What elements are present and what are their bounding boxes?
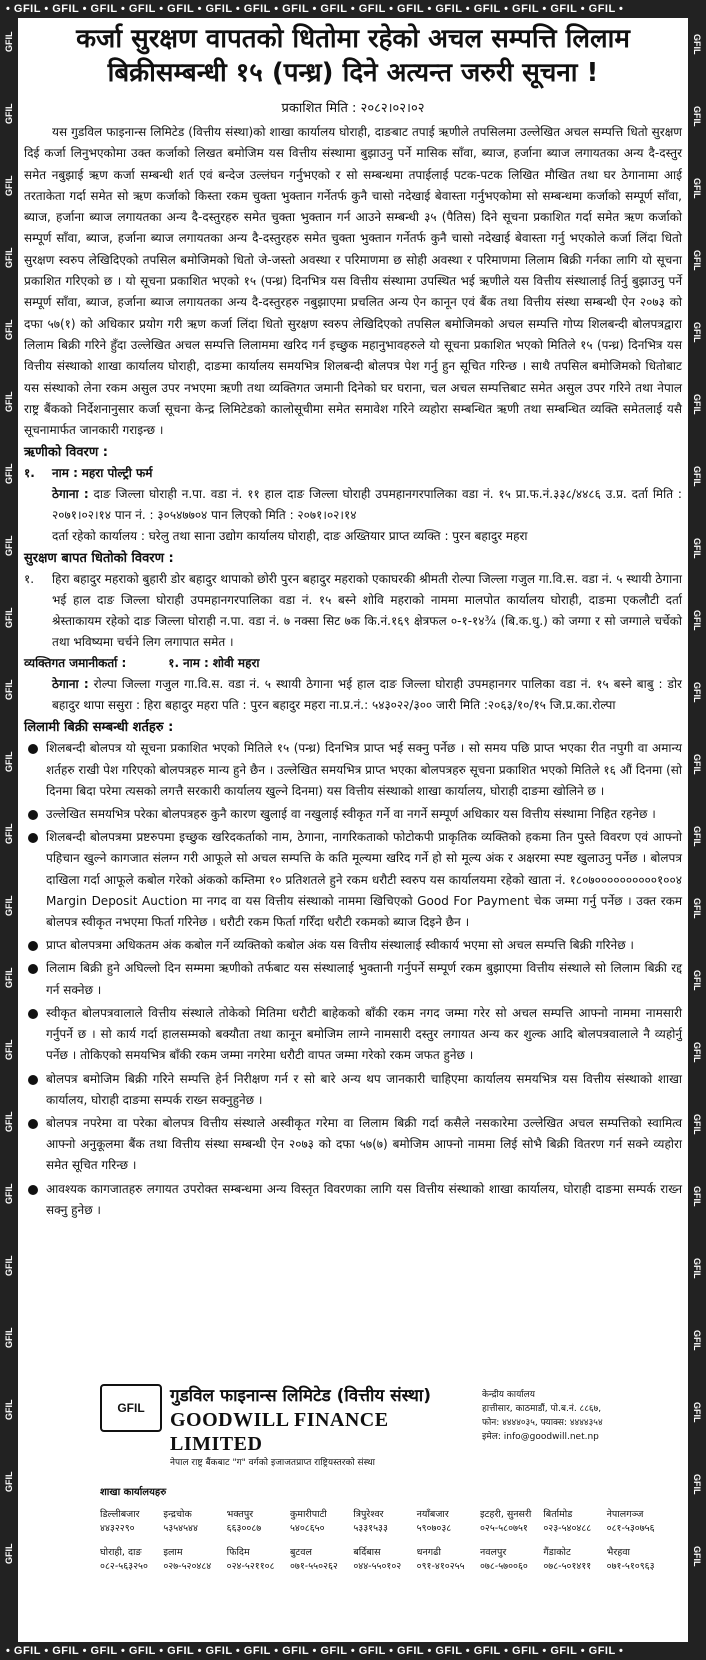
collateral-text: हिरा बहादुर महराको बुहारी डोर बहादुर थापाको छोरी पुरन बहादुर महराको एकाघरकी श्रीमती रोल्पा जिल्ला गजुल गा.वि.स. वडा नं. ५ स्थायी ठेगाना भई हाल दाङ जिल्ला घोराही उपमहानगरपालिका वडा नं. १५ बस्ने शोवि महराको नाममा मालपोत कार्यालय घोराही, दाङमा एकलौटी दर्ता श्रेस्ताकायम रहेको दाङ जिल्ला घोराही न.पा. वडा नं. ७ नक्सा सिट ७क कि.नं.१६९ क्षेत्रफल ०-१-१४¾ (बि.क.धु.) को जग्गा र सो जग्गाले चर्चेको तथा भविष्यमा चर्चने लिग लगापात समेत । [52, 572, 682, 650]
borrower-address-row [24, 484, 682, 526]
branch-entry [100, 1546, 163, 1574]
branch-phone: ०२४-५२११०८ [226, 1561, 275, 1572]
guarantor-name-row [24, 653, 682, 674]
branch-entry [480, 1508, 543, 1536]
border-label: GFIL [4, 895, 14, 916]
conditions-list [24, 738, 682, 1220]
border-label: GFIL [692, 538, 702, 559]
branch-phone: ०२७-५२०४८४ [163, 1561, 212, 1572]
border-label: GFIL [692, 1546, 702, 1567]
conditions-heading: लिलामी बिक्री सम्बन्धी शर्तहरु : [24, 720, 174, 736]
guarantor-num: १. [168, 656, 180, 671]
branch-phone: ०९१-४१०२५५ [416, 1561, 465, 1572]
branch-name: इलाम [163, 1547, 183, 1558]
border-label: GFIL [4, 1183, 14, 1204]
border-label: GFIL [4, 751, 14, 772]
border-label: GFIL [692, 1330, 702, 1351]
border-label: GFIL [692, 610, 702, 631]
branch-name: धनगढी [416, 1547, 441, 1558]
branch-phone: ०७१-५१०९६३ [606, 1561, 655, 1572]
guarantor-address: रोल्पा जिल्ला गजुल गा.वि.स. वडा नं. ५ स्थायी ठेगाना भई हाल दाङ जिल्ला घोराही उपमहानगर पालिका वडा नं. १५ बस्ने बाबु : डोर बहादुर थापा ससुरा : हिरा बहादुर महरा पति : पुरन बहादुर महरा ना.प्र.नं.: ५४३०२२/३०० जारी मिति :२०६३/१०/१५ जि.प्र.का.रोल्पा [52, 677, 682, 713]
condition-item: स्वीकृत बोलपत्रवालाले वित्तीय संस्थाले तोकेको मितिमा धरौटी बाहेकको बाँकी रकम नगद जम्मा गरेर सो अचल सम्पत्ति आफ्नो नाममा नामसारी गर्नुपर्ने छ । सो कार्य गर्दा हालसम्मको बक्यौता तथा कानून बमोजिम लाग्ने नामसारी दस्तुर लगायत अन्य कर शुल्क आदि बोलपत्रवालाले नै व्यहोर्नु पर्नेछ । तोकिएको समयभित्र बाँकी रकम जम्मा नगरेमा धरौटी वापत जम्मा गरेको रकम जफत हुनेछ । [24, 1003, 682, 1067]
borrower-address: दाङ जिल्ला घोराही न.पा. वडा नं. ११ हाल दाङ जिल्ला घोराही उपमहानगरपालिका वडा नं. १५ प्रा.फ.नं.३३८/४४८६ उ.प्र. दर्ता मिति : २०७१।०२।१४ पान नं. : ३०५४७७०४ पान लिएको मिति : २०७१।०२।१४ [52, 487, 682, 523]
condition-item: प्राप्त बोलपत्रमा अधिकतम अंक कबोल गर्ने व्यक्तिको कबोल अंक यस वित्तीय संस्थालाई स्वीकार्य भएमा सो अचल सम्पत्ति बिक्री गरिनेछ । [24, 935, 682, 956]
guarantor-name: शोवी महरा [212, 656, 260, 671]
borrower-heading: ऋणीको विवरण : [24, 445, 108, 461]
branch-phone: ५९०७०३८ [416, 1523, 452, 1534]
borrower-name-label: नाम : [52, 466, 78, 481]
border-right-band [688, 18, 706, 1642]
branch-phone: ०२५-५८०७५१ [479, 1523, 528, 1534]
hq-email: इमेल: info@goodwill.net.np [482, 1432, 599, 1442]
branch-phone: ०७८-५०१४११ [543, 1561, 592, 1572]
branch-phone: ६६३००८७ [226, 1523, 262, 1534]
branch-phone: ०२३-५४०४८८ [543, 1523, 592, 1534]
border-label: GFIL [4, 1255, 14, 1276]
branch-entry [100, 1508, 163, 1536]
published-date: प्रकाशित मिति : २०८२।०२।०२ [281, 101, 425, 116]
branch-name: भक्तपुर [226, 1509, 254, 1520]
border-label: GFIL [692, 1186, 702, 1207]
border-label: GFIL [4, 31, 14, 52]
border-label: GFIL [692, 970, 702, 991]
branch-entry [607, 1546, 670, 1574]
borrower-name: महरा पोल्ट्री फर्म [81, 466, 153, 481]
border-label: GFIL [692, 1474, 702, 1495]
border-label: GFIL [692, 1258, 702, 1279]
condition-item: लिलाम बिक्री हुने अघिल्लो दिन सम्ममा ऋणीको तर्फबाट यस संस्थालाई भुक्तानी गर्नुपर्ने सम्पूर्ण रकम बुझाएमा वित्तीय संस्थाले सो लिलाम बिक्री रद्द गर्न सक्नेछ । [24, 958, 682, 1000]
branch-entry [290, 1546, 353, 1574]
border-label: GFIL [4, 823, 14, 844]
border-label: GFIL [692, 754, 702, 775]
border-label: GFIL [692, 682, 702, 703]
branch-name: बुटवल [289, 1547, 312, 1558]
branch-heading: शाखा कार्यालयहरु [100, 1487, 167, 1498]
border-bottom-band: • GFIL • GFIL • GFIL • GFIL • GFIL • GFIL • GFIL • GFIL • GFIL • GFIL • GFIL • GFIL • GFIL • GFIL • GFIL • GFIL • [0, 1642, 706, 1660]
border-label: GFIL [4, 535, 14, 556]
company-header [24, 1384, 682, 1470]
branch-phone: ०४४-५५०१०२ [353, 1561, 402, 1572]
collateral-heading: सुरक्षण बापत धितोको विवरण : [24, 551, 174, 567]
company-name-np: गुडविल फाइनान्स लिमिटेड (वित्तीय संस्था) [170, 1386, 431, 1406]
head-office-info [482, 1384, 603, 1444]
company-names [170, 1384, 460, 1470]
branch-name: डिल्लीबजार [100, 1509, 140, 1520]
title-line-2: बिक्रीसम्बन्धी १५ (पन्ध्र) दिने अत्यन्त जरुरी सूचना ! [107, 58, 599, 88]
border-label: GFIL [692, 34, 702, 55]
branch-phone: ५४०८६५० [289, 1523, 325, 1534]
company-name-en: GOODWILL FINANCE LIMITED [170, 1409, 389, 1455]
border-label: GFIL [4, 1543, 14, 1564]
branch-name: भैरहवा [606, 1547, 631, 1558]
border-label: GFIL [692, 826, 702, 847]
branch-name: नवलपुर [479, 1547, 507, 1558]
border-left-band [0, 18, 18, 1642]
branch-phone: ४४३२२९० [100, 1523, 135, 1534]
border-label: GFIL [692, 898, 702, 919]
collateral-num: १. [24, 572, 35, 587]
branch-phone: ०७८-५७००६० [479, 1561, 528, 1572]
branch-phone: ०८२-५६३२५० [100, 1561, 148, 1572]
border-label: GFIL [4, 463, 14, 484]
guarantor-name-label: नाम : [182, 656, 209, 671]
border-label: GFIL [692, 322, 702, 343]
borrower-office: दर्ता रहेको कार्यालय : घरेलु तथा साना उद्योग कार्यालय घोराही, दाङ अख्तियार प्राप्त व्यक्ति : पुरन बहादुर महरा [52, 529, 528, 544]
branch-name: नेपालगञ्ज [606, 1509, 644, 1520]
branch-name: घोराही, दाङ [100, 1547, 142, 1558]
branch-entry [353, 1508, 416, 1536]
collateral-row [24, 569, 682, 653]
company-footer [24, 1384, 682, 1574]
borrower-address-label: ठेगाना : [52, 487, 89, 502]
branch-name: इन्द्रचोक [163, 1509, 192, 1520]
border-label: GFIL [692, 106, 702, 127]
guarantor-address-label: ठेगाना : [52, 677, 89, 692]
branch-entry [227, 1508, 290, 1536]
branch-entry [417, 1546, 480, 1574]
condition-item: उल्लेखित समयभित्र परेका बोलपत्रहरु कुनै कारण खुलाई वा नखुलाई स्वीकृत गर्ने वा नगर्ने सम्पूर्ण अधिकार यस वित्तीय संस्थामा निहित रहनेछ । [24, 804, 682, 825]
title-line-1: कर्जा सुरक्षण वापतको धितोमा रहेको अचल सम्पत्ति लिलाम [76, 24, 630, 54]
branch-phone: ५३५४५४४ [163, 1523, 198, 1534]
branch-name: त्रिपुरेश्वर [353, 1509, 384, 1520]
border-label: GFIL [692, 178, 702, 199]
branch-entry [163, 1508, 226, 1536]
condition-item: शिलबन्दी बोलपत्रमा प्रष्टरुपमा इच्छुक खरिदकर्ताको नाम, ठेगाना, नागरिकताको फोटोकपी प्राकृतिक व्यक्तिको हकमा तिन पुस्ते विवरण एवं आफ्नो पहिचान खुल्ने कागजात संलग्न गरी आफूले सो अचल सम्पत्ति के कति मूल्यमा खरिद गर्ने हो सो मूल्य अंक र अक्षरमा स्पष्ट खुलाउनु पर्नेछ । बोलपत्र दाखिला गर्दा आफूले कबोल गरेको अंकको कम्तिमा १० प्रतिशतले हुने रकम धरौटी स्वरुप यस कार्यालयमा रहेको खाता नं. १८०७००००००००००१००४ Margin Deposit Auction मा नगद वा यस वित्तीय संस्थाको नाममा खिचिएको Good For Payment चेक जम्मा गर्नु पर्नेछ । उक्त रकम बोलपत्र स्वीकृत नभएमा फिर्ता गरिनेछ । धरौटी रकम फिर्ता गरिँदा धरौटी रकमको ब्याज दिइने छैन । [24, 827, 682, 933]
border-label: GFIL [4, 175, 14, 196]
branch-entry [543, 1508, 606, 1536]
branch-entry [417, 1508, 480, 1536]
hq-address: हात्तीसार, काठमाडौं, पो.ब.नं. ८८६७, [482, 1404, 602, 1414]
company-logo [100, 1384, 162, 1432]
branch-name: कुमारीपाटी [289, 1509, 327, 1520]
branch-grid [100, 1508, 670, 1574]
branch-phone: ५३३१५३३ [353, 1523, 388, 1534]
border-label: GFIL [692, 250, 702, 271]
borrower-name-row [24, 463, 682, 484]
border-label: GFIL [4, 391, 14, 412]
branch-entry [607, 1508, 670, 1536]
branch-name: फिदिम [226, 1547, 250, 1558]
branch-entry [353, 1546, 416, 1574]
border-label: GFIL [4, 679, 14, 700]
branch-entry [227, 1546, 290, 1574]
notice-content [24, 22, 682, 1638]
border-label: GFIL [692, 1402, 702, 1423]
hq-phone: फोन: ४४४४०३५, फ्याक्स: ४४४४३५४ [482, 1418, 603, 1428]
condition-item: आवश्यक कागजातहरु लगायत उपरोक्त सम्बन्धमा अन्य विस्तृत विवरणका लागि यस वित्तीय संस्थाको शाखा कार्यालय, घोराही दाङमा सम्पर्क राख्न सक्नु हुनेछ । [24, 1179, 682, 1221]
border-label: GFIL [4, 1327, 14, 1348]
branch-entry [480, 1546, 543, 1574]
company-tagline: नेपाल राष्ट्र बैंकबाट "ग" वर्गको इजाजतप्राप्त राष्ट्रियस्तरको संस्था [170, 1458, 376, 1468]
borrower-num: १. [24, 466, 35, 481]
border-label: GFIL [4, 1471, 14, 1492]
border-label: GFIL [4, 247, 14, 268]
branch-name: बर्दिबास [353, 1547, 381, 1558]
guarantor-heading: व्यक्तिगत जमानीकर्ता : [24, 656, 127, 671]
border-label: GFIL [4, 607, 14, 628]
notice-title [24, 22, 682, 90]
logo-text: GFIL [117, 1401, 145, 1415]
guarantor-address-row [24, 674, 682, 716]
condition-item: बोलपत्र बमोजिम बिक्री गरिने सम्पत्ति हेर्न निरीक्षण गर्न र सो बारे अन्य थप जानकारी चाहिएमा कार्यालय समयभित्र यस वित्तीय संस्थाको शाखा कार्यालय, घोराही दाङमा सम्पर्क राख्न सक्नुहुनेछ । [24, 1069, 682, 1111]
branch-name: नयाँबजार [416, 1509, 449, 1520]
border-label: GFIL [692, 1042, 702, 1063]
branch-phone: ०८१-५३०७५६ [606, 1523, 655, 1534]
branch-entry [290, 1508, 353, 1536]
intro-paragraph: यस गुडविल फाइनान्स लिमिटेड (वित्तीय संस्था)को शाखा कार्यालय घोराही, दाङबाट तपाई ऋणीले तपसिलमा उल्लेखित अचल सम्पत्ति धितो सुरक्षण दिई कर्जा लिनुभएकोमा उक्त कर्जाको लिखत बमोजिम यस वित्तीय संस्थामा बुझाउनु पर्ने मासिक साँवा, ब्याज, हर्जाना ब्याज लगायतका अन्य दै-दस्तुर समेत नबुझाई ऋण कर्जा सम्बन्धी शर्त एवं बन्देज उल्लंघन गर्नुभएको र सो सम्बन्धमा तपाईलाई पटक-पटक लिखित मौखित तथा घर ठेगानामा आई तरताकेता गर्दा समेत सो ऋण कर्जाको किस्ता रकम चुक्ता भुक्तान गर्नेतर्फ कुनै चासो नदेखाई बेवास्ता गर्नुभएकोमा सो सम्बन्धमा कर्जाको सम्पूर्ण साँवा, ब्याज, हर्जाना ब्याज लगायतका अन्य दै-दस्तुरहरु समेत चुक्ता भुक्तान गर्न आउने सम्बन्धी ३५ (पैतिस) दिने सूचना प्रकाशित गर्दा समेत ऋण कर्जाको सम्पूर्ण साँवा, ब्याज, हर्जाना ब्याज लगायतका अन्य दै-दस्तुरहरु समेत चुक्ता भुक्तान गर्नेतर्फ कुनै चासो नदेखाई बेवास्ता गर्नु भएकोले कर्जा लिंदा धितो सुरक्षण स्वरुप लेखिदिएको तपसिल बमोजिमको धितो जे-जस्तो अवस्था र परिमाणमा छ सोही अवस्था र परिमाणमा लिलाम बिक्री गर्नका लागि यो सूचना प्रकाशित गरिएको छ । यो सूचना प्रकाशित भएको १५ (पन्ध्र) दिनभित्र यस वित्तीय संस्थामा उपस्थित भई ऋणीले यस वित्तीय संस्थालाई तिर्नु बुझाउनु पर्ने सम्पूर्ण साँवा, ब्याज, हर्जाना ब्याज लगायतका अन्य दै-दस्तुरहरु नबुझाएमा प्रचलित अन्य ऐन कानून एवं बैंक तथा वित्तीय संस्था सम्बन्धी ऐन २०७३ को दफा ५७(१) को अधिकार प्रयोग गरी ऋण कर्जा लिंदा धितो सुरक्षण स्वरुप लेखिदिएको तपसिल बमोजिमको अचल सम्पत्ति गोप्य शिलबन्दी बोलपत्रद्वारा लिलाम बिक्री गरिने हुँदा उल्लेखित अचल सम्पत्ति लिलाममा खरिद गर्न इच्छुक महानुभावहरुले यो सूचना प्रकाशित भएको मितिले १५ (पन्ध्र) दिनभित्र यस वित्तीय संस्थाको शाखा कार्यालय घोराही, दाङमा कार्यालय समयभित्र शिलबन्दी बोलपत्र पेश गर्नु हुन सूचित गरिन्छ । साथै तपसिल बमोजिमको धितोबाट यस संस्थाको लेना रकम असुल उपर नभएमा ऋणी तथा व्यक्तिगत जमानी दिनेको घर घराना, चल अचल सम्पत्तिबाट समेत असुल उपर गरिने तथा नेपाल राष्ट्र बैंकको निर्देशनानुसार कर्जा सूचना केन्द्र लिमिटेडको कालोसूचीमा समेत समावेश गरिने व्यहोरा सम्बन्धित ऋणी तथा सम्बन्धित व्यक्ति समेतलाई यसै सूचनामार्फत जानकारी गराइन्छ । [24, 125, 682, 438]
condition-item: बोलपत्र नपरेमा वा परेका बोलपत्र वित्तीय संस्थाले अस्वीकृत गरेमा वा लिलाम बिक्री गर्दा कसैले नसकारेमा उल्लेखित अचल सम्पत्तिको स्वामित्व आफ्नो अनुकूलमा बैंक तथा वित्तीय संस्था सम्बन्धी ऐन २०७३ को दफा ५७(७) बमोजिम आफ्नो नाममा लिई सोभै बिक्री वितरण गर्न सक्ने व्यहोरा समेत सूचित गरिन्छ । [24, 1113, 682, 1177]
branch-name: इटहरी, सुनसरी [479, 1509, 532, 1520]
branch-entry [163, 1546, 226, 1574]
border-top-band: • GFIL • GFIL • GFIL • GFIL • GFIL • GFIL • GFIL • GFIL • GFIL • GFIL • GFIL • GFIL • GFIL • GFIL • GFIL • GFIL • [0, 0, 706, 18]
hq-label: केन्द्रीय कार्यालय [482, 1390, 536, 1400]
border-label: GFIL [4, 1111, 14, 1132]
border-label: GFIL [4, 967, 14, 988]
branch-name: बिर्तामोड [543, 1509, 573, 1520]
border-label: GFIL [692, 1114, 702, 1135]
condition-item: शिलबन्दी बोलपत्र यो सूचना प्रकाशित भएको मितिले १५ (पन्ध्र) दिनभित्र प्राप्त भई सक्नु पर्नेछ । सो समय पछि प्राप्त भएका रीत नपुगी वा अमान्य शर्तहरु राखी पेश गरिएको बोलपत्रहरु मान्य हुने छैन । उल्लेखित समयभित्र प्राप्त भएका बोलपत्रहरु सूचना प्रकाशित भएको मितिले १६ औं दिनमा (सो दिनमा बिदा परेमा त्यसको लगत्तै सरकारी कार्यालय खुल्ने दिनमा) यस वित्तीय संस्थाको शाखा कार्यालय, घोराही दाङमा खोलिने छ । [24, 738, 682, 802]
branch-phone: ०७१-५५०२६२ [289, 1561, 338, 1572]
border-label: GFIL [4, 1039, 14, 1060]
border-label: GFIL [692, 466, 702, 487]
border-label: GFIL [692, 394, 702, 415]
border-label: GFIL [4, 319, 14, 340]
border-label: GFIL [4, 103, 14, 124]
border-label: GFIL [4, 1399, 14, 1420]
branch-name: गैंडाकोट [543, 1547, 571, 1558]
branch-entry [543, 1546, 606, 1574]
